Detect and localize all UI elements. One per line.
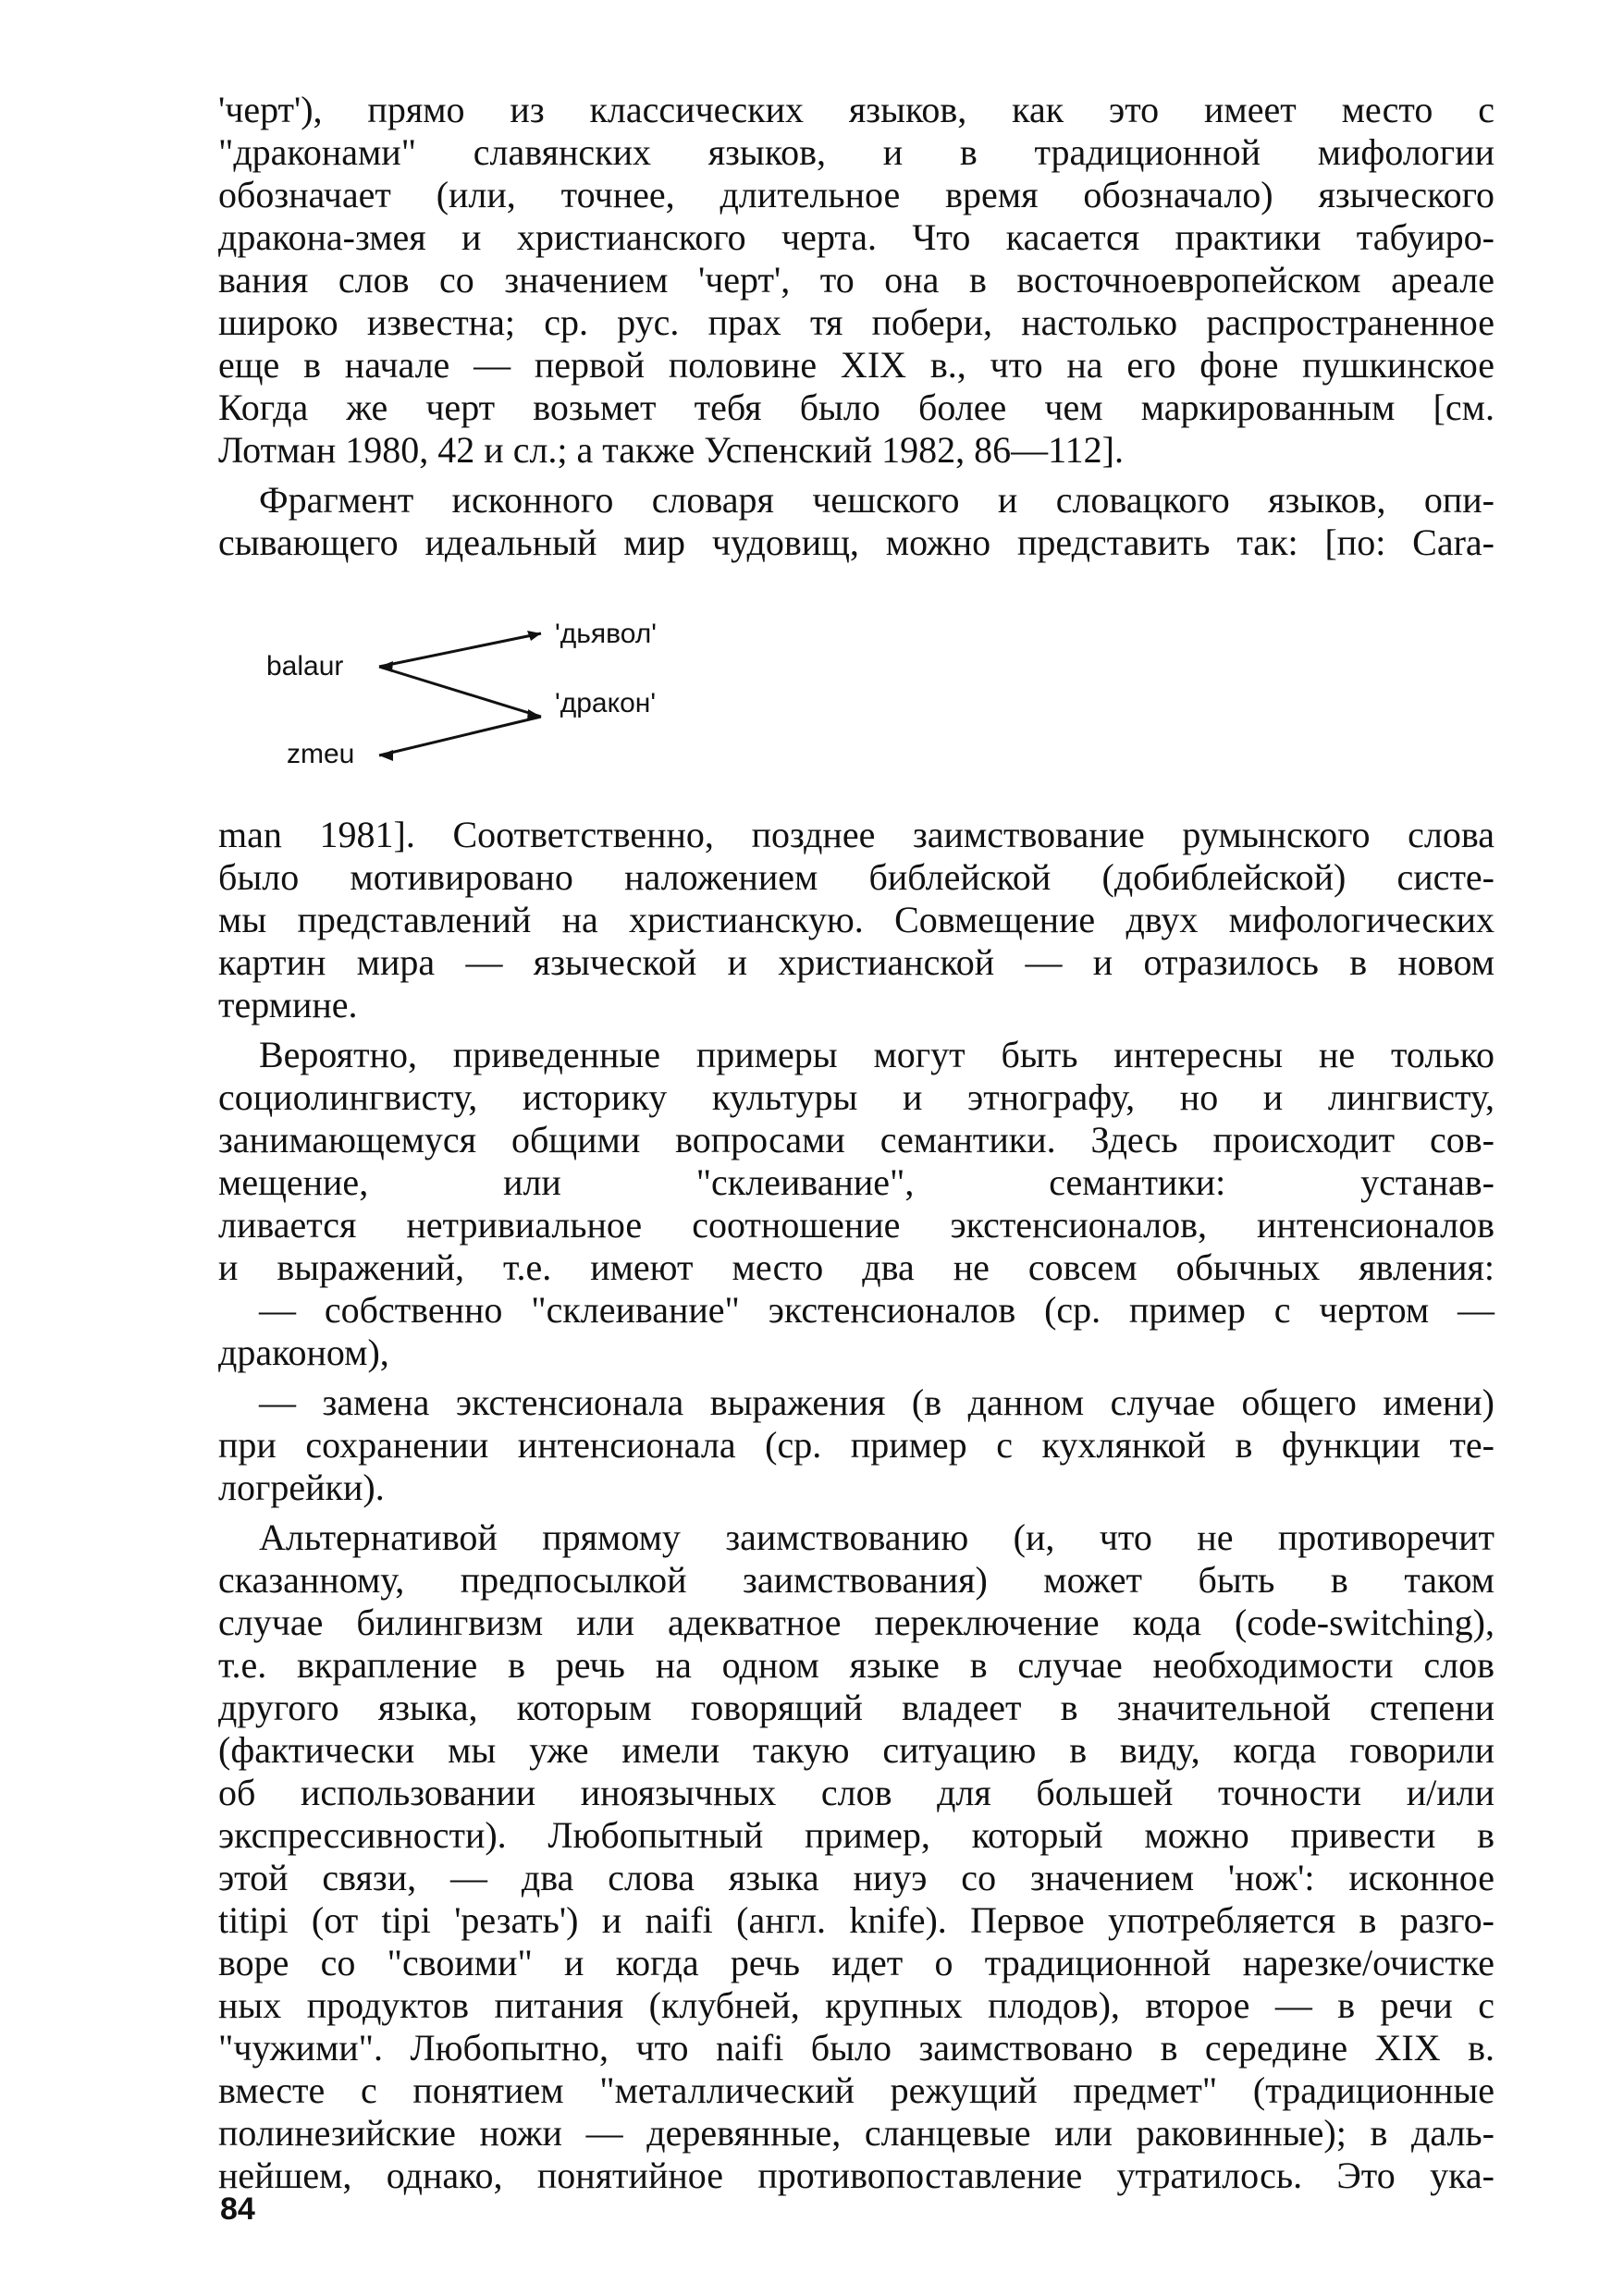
text-line: вместе с понятием "металлический режущий предмет" (традиционные — [218, 2069, 1494, 2111]
text-line: 'черт'), прямо из классических языков, как это имеет место с — [218, 89, 1494, 130]
diagram-term-devil: 'дьявол' — [555, 619, 657, 649]
text-line: картин мира — языческой и христианской — и отразилось в новом — [218, 941, 1494, 983]
text-line: другого языка, которым говорящий владеет в значительной степени — [218, 1687, 1494, 1728]
text-line: воре со "своими" и когда речь идет о традиционной нарезке/очистке — [218, 1942, 1494, 1983]
arrow-zmeu-dragon — [379, 717, 541, 755]
text-line: "драконами" славянских языков, и в традиционной мифологии — [218, 131, 1494, 173]
arrowhead-icon — [527, 631, 541, 641]
text-line: драконом), — [218, 1332, 389, 1373]
text-line: Лотман 1980, 42 и сл.; а также Успенский 1982, 86—112]. — [218, 429, 1124, 471]
text-line: вания слов со значением 'черт', то она в восточноевропейском ареале — [218, 259, 1494, 301]
text-line: случае билингвизм или адекватное переключение кода (code-switching), — [218, 1602, 1494, 1643]
diagram-term-balaur: balaur — [266, 651, 344, 681]
text-line: мы представлений на христианскую. Совмещение двух мифологических — [218, 899, 1494, 940]
text-line: — собственно "склеивание" экстенсионалов (ср. пример с чертом — — [259, 1289, 1494, 1331]
text-line: экспрессивности). Любопытный пример, который можно привести в — [218, 1814, 1494, 1856]
text-line: сказанному, предпосылкой заимствования) может быть в таком — [218, 1559, 1494, 1601]
text-line: обозначает (или, точнее, длительное время обозначало) языческого — [218, 174, 1494, 215]
arrow-balaur-devil — [379, 633, 541, 667]
text-line: titipi (от tipi 'резать') и naifi (англ. knife). Первое употребляется в разго- — [218, 1899, 1494, 1941]
diagram-term-dragon: 'дракон' — [555, 688, 657, 718]
text-line: и выражений, т.е. имеют место два не совсем обычных явления: — [218, 1246, 1494, 1288]
text-line: Когда же черт возьмет тебя было более чем маркированным [см. — [218, 387, 1494, 428]
arrowhead-icon — [379, 750, 393, 761]
text-line: широко известна; ср. рус. прах тя побери, настолько распространенное — [218, 301, 1494, 343]
diagram-term-zmeu: zmeu — [287, 739, 355, 769]
text-line: мещение, или "склеивание", семантики: устанав- — [218, 1161, 1494, 1203]
page-number: 84 — [220, 2192, 255, 2227]
text-line: сывающего идеальный мир чудовищ, можно представить так: [по: Cara- — [218, 522, 1494, 563]
arrow-balaur-dragon — [379, 667, 541, 717]
text-line: при сохранении интенсионала (ср. пример с кухлянкой в функции те- — [218, 1424, 1494, 1466]
text-line: — замена экстенсионала выражения (в данном случае общего имени) — [259, 1381, 1494, 1423]
text-line: этой связи, — два слова языка ниуэ со значением 'нож': исконное — [218, 1857, 1494, 1898]
text-line: было мотивировано наложением библейской (добиблейской) систе- — [218, 856, 1494, 898]
text-line: Фрагмент исконного словаря чешского и словацкого языков, опи- — [259, 479, 1494, 521]
text-line: занимающемуся общими вопросами семантики. Здесь происходит сов- — [218, 1119, 1494, 1160]
text-line: "чужими". Любопытно, что naifi было заимствовано в середине XIX в. — [218, 2027, 1494, 2069]
text-line: логрейки). — [218, 1467, 385, 1508]
text-line: т.е. вкрапление в речь на одном языке в случае необходимости слов — [218, 1644, 1494, 1686]
text-line: нейшем, однако, понятийное противопоставление утратилось. Это ука- — [218, 2155, 1494, 2196]
text-line: Вероятно, приведенные примеры могут быть интересны не только — [259, 1034, 1494, 1075]
text-line: Альтернативой прямому заимствованию (и, что не противоречит — [259, 1516, 1494, 1558]
text-line: полинезийские ножи — деревянные, сланцевые или раковинные); в даль- — [218, 2112, 1494, 2154]
arrowhead-icon — [379, 661, 393, 672]
text-line: социолингвисту, историку культуры и этнографу, но и лингвисту, — [218, 1076, 1494, 1118]
text-line: дракона-змея и христианского черта. Что касается практики табуиро- — [218, 216, 1494, 258]
mapping-diagram — [259, 606, 740, 791]
text-line: об использовании иноязычных слов для большей точности и/или — [218, 1772, 1494, 1813]
text-line: man 1981]. Соответственно, позднее заимствование румынского слова — [218, 814, 1494, 855]
text-line: термине. — [218, 984, 358, 1025]
text-line: (фактически мы уже имели такую ситуацию в виду, когда говорили — [218, 1729, 1494, 1771]
text-line: ливается нетривиальное соотношение экстенсионалов, интенсионалов — [218, 1204, 1494, 1246]
text-line: ных продуктов питания (клубней, крупных плодов), второе — в речи с — [218, 1984, 1494, 2026]
text-line: еще в начале — первой половине XIX в., что на его фоне пушкинское — [218, 344, 1494, 386]
